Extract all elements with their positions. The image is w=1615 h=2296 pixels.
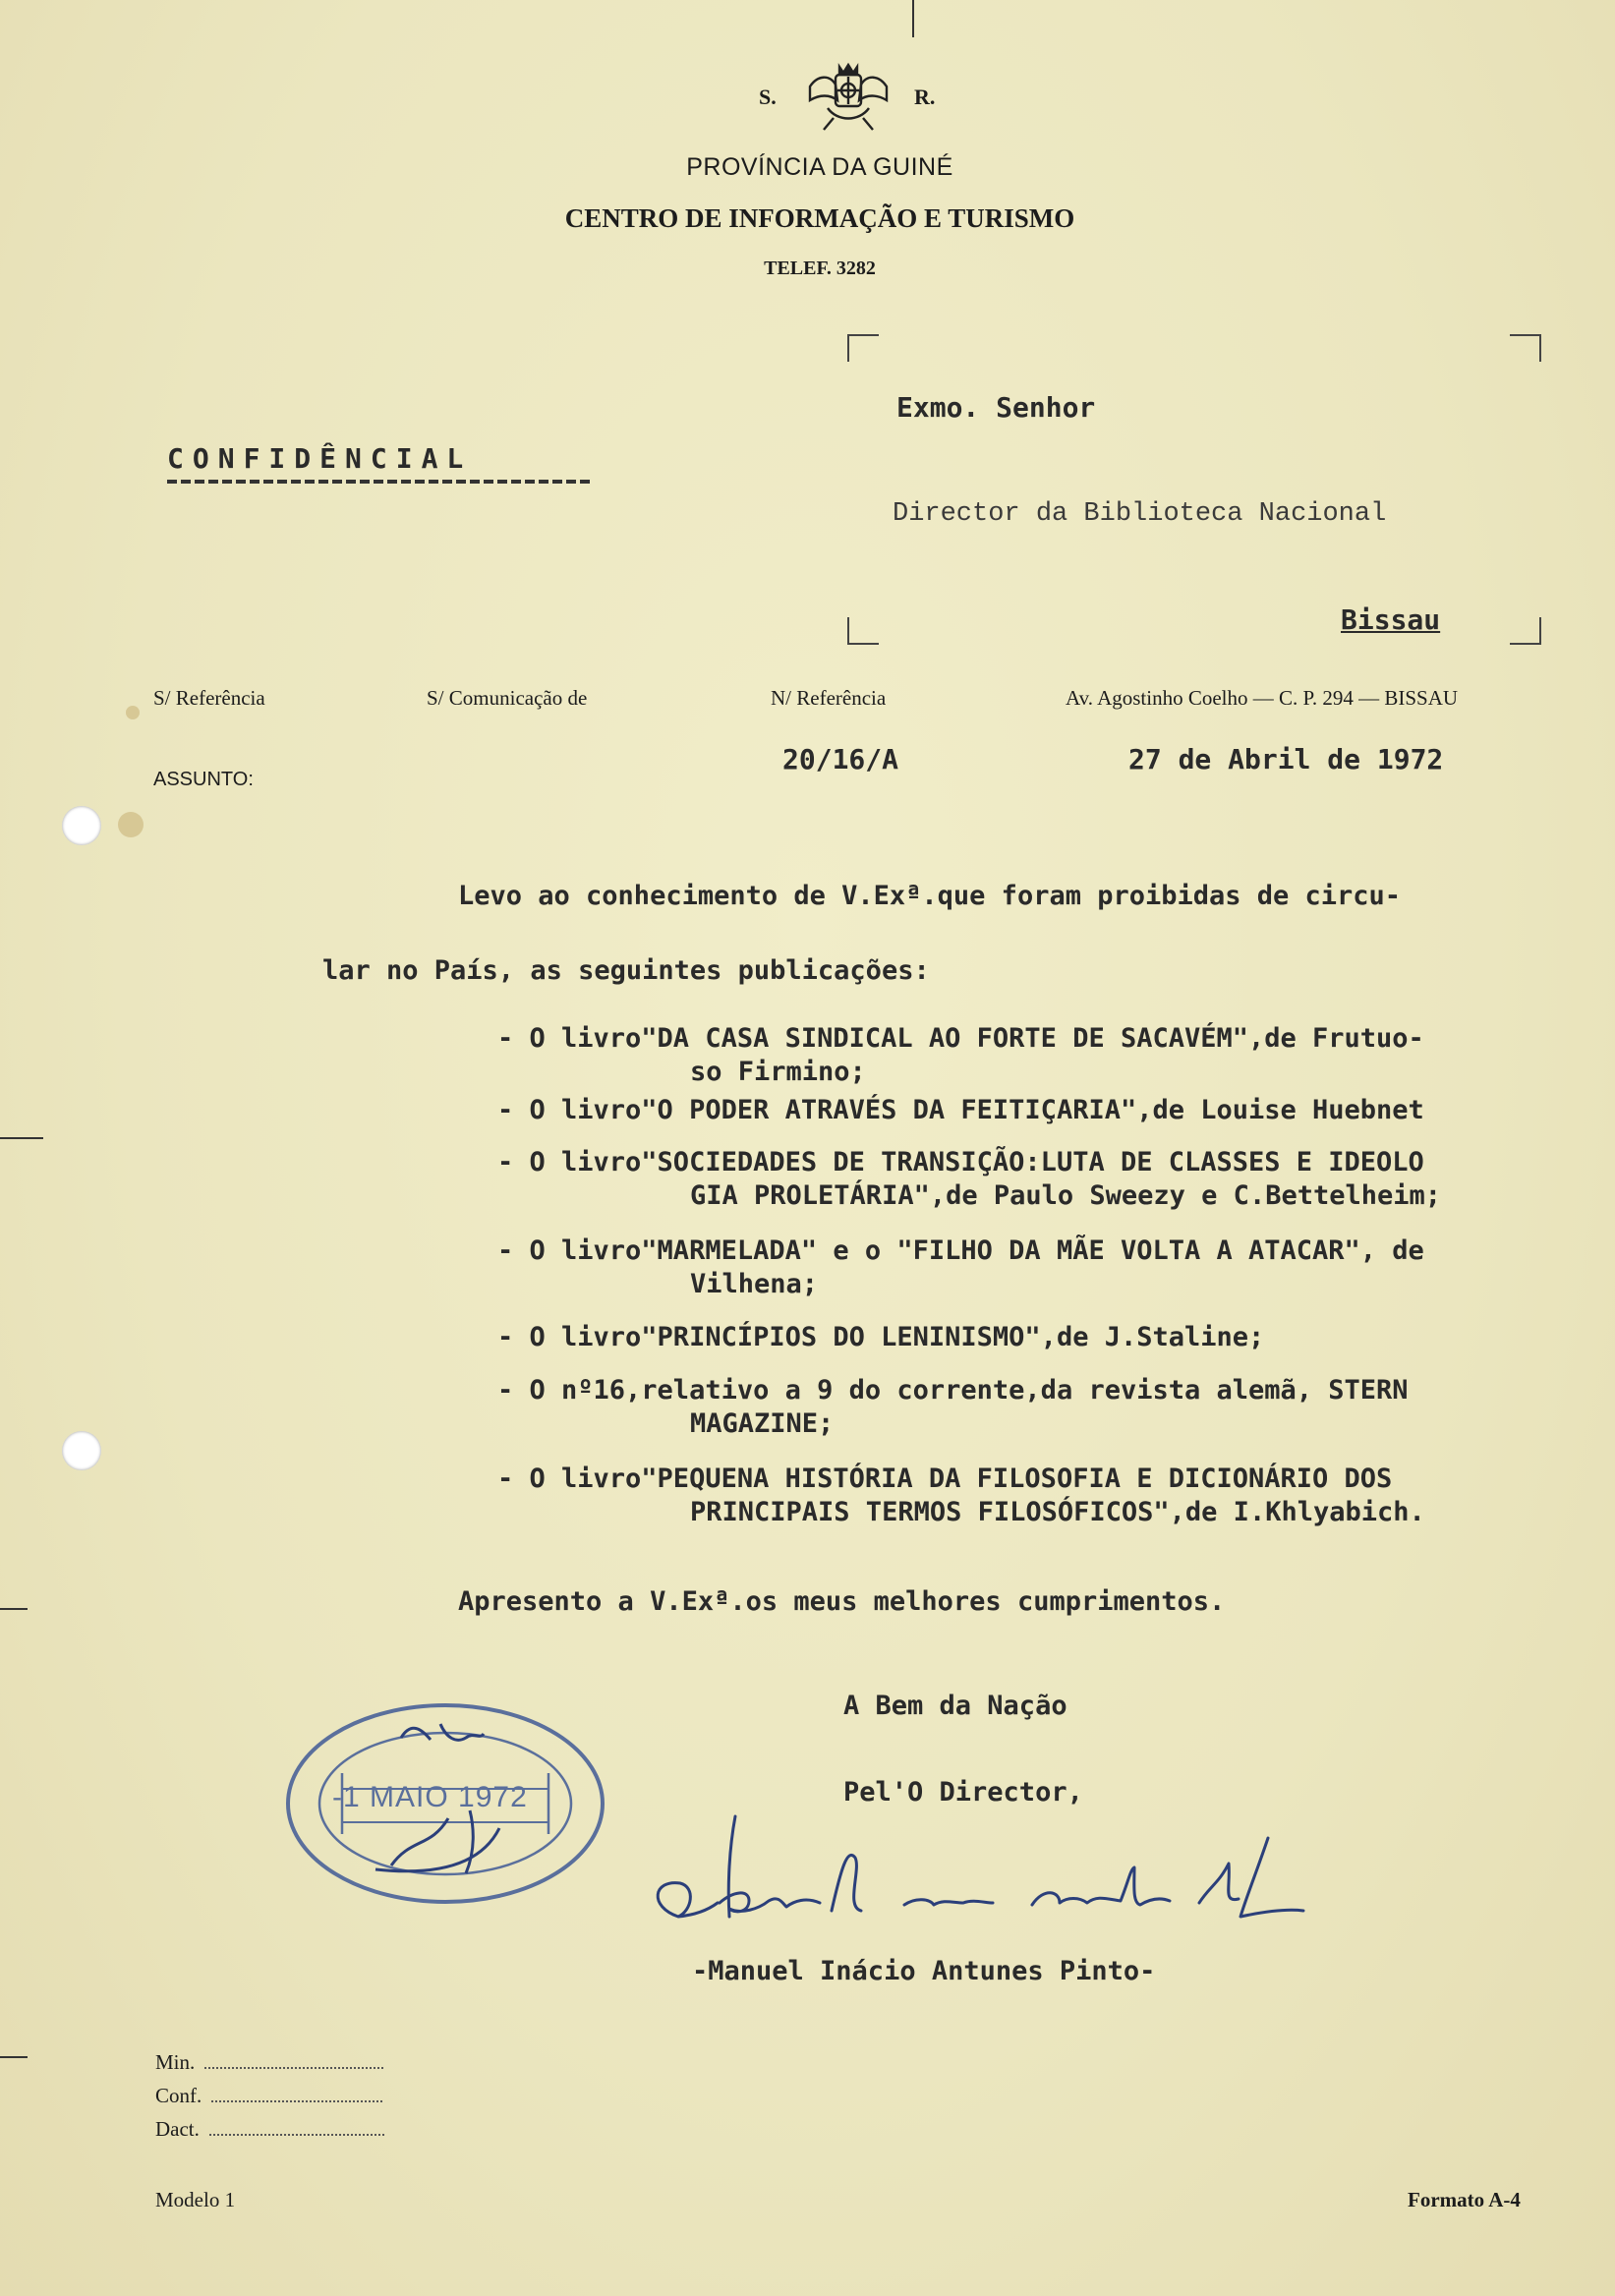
classification-underline — [167, 480, 592, 484]
list-item-line: GIA PROLETÁRIA",de Paulo Sweezy e C.Bettelheim; — [690, 1180, 1442, 1211]
footer-format: Formato A-4 — [1408, 2188, 1521, 2211]
list-item-line: - O livro"MARMELADA" e o "FILHO DA MÃE VOLTA A ATACAR", de — [497, 1235, 1424, 1266]
footer-dact-label: Dact. — [155, 2117, 200, 2141]
footer-dact — [155, 2117, 384, 2142]
body-intro-line-1: Levo ao conhecimento de V.Exª.que foram proibidas de circu- — [458, 881, 1402, 911]
paper-stain — [126, 706, 140, 719]
list-item — [497, 1374, 1409, 1441]
list-item-line: - O livro"PRINCÍPIOS DO LENINISMO",de J.Staline; — [497, 1322, 1265, 1352]
field-s-referencia: S/ Referência — [153, 686, 265, 710]
window-corner-bottom-right — [1510, 617, 1541, 645]
punch-hole-bottom — [62, 1431, 101, 1470]
list-item — [497, 1463, 1425, 1529]
reference-number: 20/16/A — [782, 743, 899, 775]
addressee-title: Director da Biblioteca Nacional — [893, 499, 1387, 529]
list-item-line: - O livro"DA CASA SINDICAL AO FORTE DE SACAVÉM",de Frutuo- — [497, 1023, 1424, 1054]
list-item-line: PRINCIPAIS TERMOS FILOSÓFICOS",de I.Khlyabich. — [690, 1497, 1425, 1527]
footer-dact-line — [209, 2134, 384, 2136]
motto: A Bem da Nação — [843, 1691, 1067, 1721]
fold-mark-left — [0, 1608, 28, 1610]
list-item-line: Vilhena; — [690, 1269, 819, 1299]
fold-mark-top — [912, 0, 914, 37]
letterhead-r: R. — [914, 85, 936, 109]
list-item — [497, 1234, 1424, 1301]
footer-min-line — [204, 2067, 383, 2069]
list-item-line: MAGAZINE; — [690, 1408, 835, 1439]
window-corner-top-right — [1510, 334, 1541, 362]
letterhead-centre-name: CENTRO DE INFORMAÇÃO E TURISMO — [564, 203, 1075, 233]
field-n-referencia: N/ Referência — [771, 686, 887, 710]
field-s-comunicacao: S/ Comunicação de — [427, 686, 588, 710]
window-corner-bottom-left — [847, 617, 879, 645]
footer-conf — [155, 2084, 382, 2108]
list-item-line: - O nº16,relativo a 9 do corrente,da revista alemã, STERN — [497, 1375, 1409, 1406]
list-item-line: - O livro"O PODER ATRAVÉS DA FEITIÇARIA",de Louise Huebnet — [497, 1095, 1424, 1125]
list-item-line: - O livro"PEQUENA HISTÓRIA DA FILOSOFIA E DICIONÁRIO DOS — [497, 1464, 1393, 1494]
punch-hole-top — [62, 806, 101, 845]
letterhead-telephone: TELEF. 3282 — [764, 258, 876, 279]
handwritten-signature — [639, 1808, 1366, 1936]
stamp-date: -1 MAIO 1972 — [332, 1781, 528, 1813]
fold-mark-left — [0, 2056, 28, 2058]
closing-line: Apresento a V.Exª.os meus melhores cumprimentos. — [458, 1586, 1226, 1617]
field-assunto: ASSUNTO: — [153, 769, 254, 790]
fold-mark-left — [0, 1137, 43, 1139]
footer-conf-label: Conf. — [155, 2084, 202, 2107]
paper-stain — [118, 812, 144, 837]
signatory-name: -Manuel Inácio Antunes Pinto- — [692, 1956, 1156, 1986]
list-item — [497, 1146, 1441, 1213]
footer-min-label: Min. — [155, 2050, 196, 2074]
list-item — [497, 1094, 1424, 1127]
coat-of-arms-icon — [804, 61, 893, 134]
body-intro-line-2: lar no País, as seguintes publicações: — [322, 955, 930, 986]
list-item — [497, 1022, 1424, 1089]
list-item-line: - O livro"SOCIEDADES DE TRANSIÇÃO:LUTA DE CLASSES E IDEOLO — [497, 1147, 1424, 1177]
list-item — [497, 1321, 1264, 1354]
footer-min — [155, 2050, 383, 2075]
letterhead-province: PROVÍNCIA DA GUINÉ — [686, 153, 953, 181]
window-corner-top-left — [847, 334, 879, 362]
field-address: Av. Agostinho Coelho — C. P. 294 — BISSAU — [1066, 686, 1459, 710]
footer-conf-line — [211, 2100, 382, 2102]
list-item-line: so Firmino; — [690, 1057, 866, 1087]
classification-label: CONFIDÊNCIAL — [167, 442, 473, 475]
signatory-role: Pel'O Director, — [843, 1777, 1083, 1808]
footer-model: Modelo 1 — [155, 2188, 236, 2211]
letterhead-s: S. — [759, 85, 777, 109]
letter-date: 27 de Abril de 1972 — [1128, 743, 1444, 775]
addressee-city: Bissau — [1341, 603, 1441, 636]
addressee-salutation: Exmo. Senhor — [896, 391, 1096, 424]
